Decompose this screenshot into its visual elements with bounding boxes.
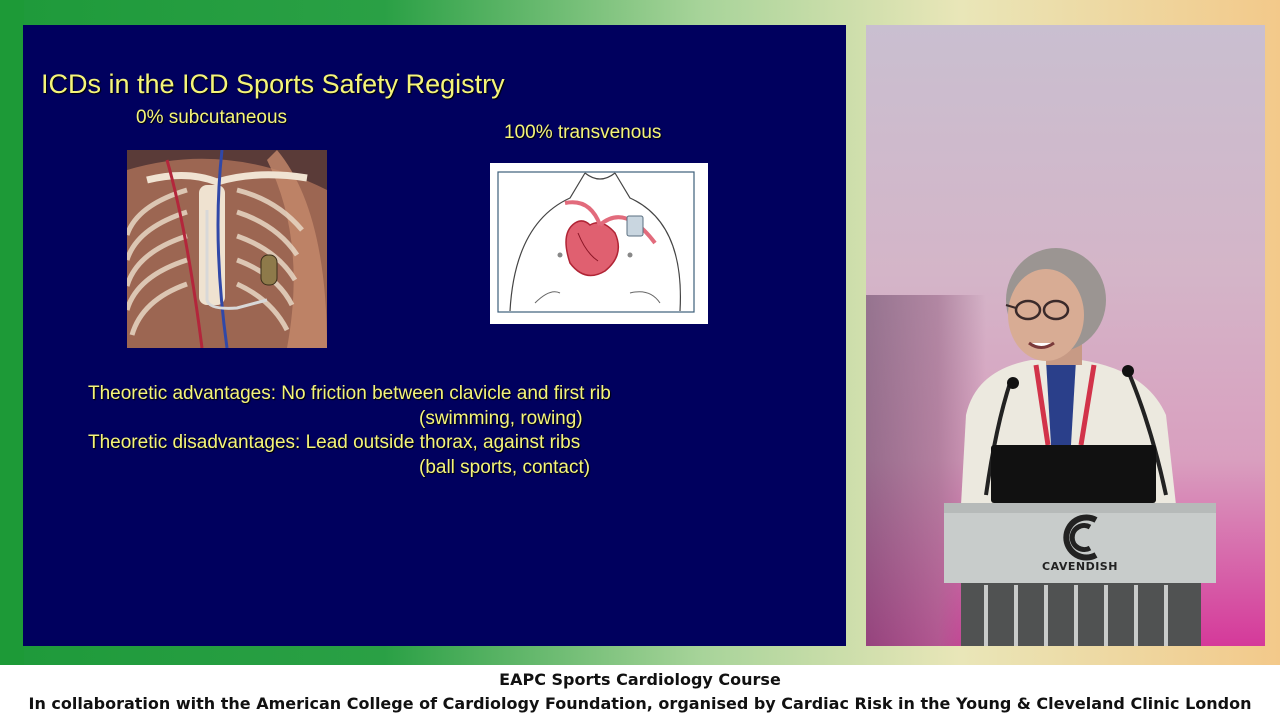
advantages-text: Theoretic advantages: No friction between clavicle and first rib (88, 383, 611, 404)
disadvantages-examples: (ball sports, contact) (419, 457, 591, 478)
caption-bar (0, 665, 1280, 720)
speaker-scene (866, 25, 1265, 646)
transvenous-icd-image (490, 163, 708, 324)
background-band (0, 0, 24, 665)
transvenous-label: 100% transvenous (504, 122, 662, 143)
presentation-slide (23, 25, 846, 646)
speaker-video (866, 25, 1265, 646)
disadvantages-text: Theoretic disadvantages: Lead outside thorax, against ribs (88, 432, 581, 453)
subcutaneous-label: 0% subcutaneous (136, 107, 288, 128)
advantages-examples: (swimming, rowing) (419, 408, 583, 429)
slide-title: ICDs in the ICD Sports Safety Registry (41, 69, 505, 99)
collaboration-text: In collaboration with the American College of Cardiology Foundation, organised by Cardiac Risk in the Young & Cleveland Clinic London (28, 694, 1252, 713)
podium-brand: CAVENDISH (1042, 560, 1118, 573)
subcutaneous-icd-image (127, 150, 327, 348)
course-title: EAPC Sports Cardiology Course (499, 670, 781, 689)
